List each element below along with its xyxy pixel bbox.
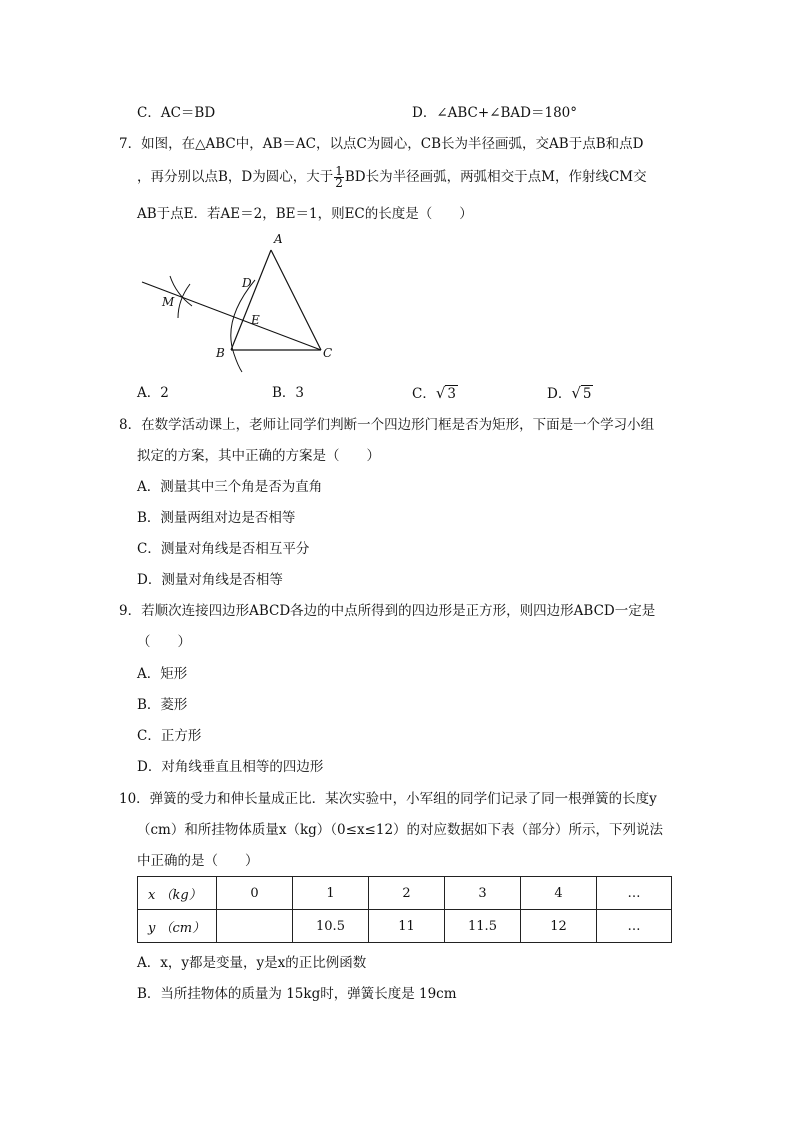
table-header-x: x （kg） [138,877,217,910]
q7-stem-line2-b: BD长为半径画弧，两弧相交于点M，作射线CM交 [344,169,647,185]
q7-stem-line2-a: ，再分别以点B，D为圆心，大于 [137,169,334,185]
q7-stem-line3: AB于点E．若AE＝2，BE＝1，则EC的长度是（ ） [137,206,473,222]
q7-segment-AC [271,250,321,350]
table-cell: 11.5 [445,910,521,943]
q7-ray-CM [142,282,321,350]
q10-data-table [137,876,672,943]
q8-option-b: B．测量两组对边是否相等 [137,510,296,526]
q8-option-a: A．测量其中三个角是否为直角 [137,479,323,495]
table-cell: 0 [217,877,293,910]
table-header-y: y （cm） [138,910,217,943]
q7-option-b: B．3 [272,385,305,401]
q7-label-E: E [251,313,260,327]
q7-label-B: B [216,346,225,360]
q6-option-c: C．AC＝BD [137,105,216,121]
q6-option-d: D．∠ABC+∠BAD＝180° [412,105,578,121]
q10-stem-line2: （cm）和所挂物体质量x（kg）（0≤x≤12）的对应数据如下表（部分）所示，下列说法 [137,822,664,838]
table-cell: 10.5 [293,910,369,943]
sqrt-radical-icon: √ [571,384,581,402]
q10-option-b: B．当所挂物体的质量为 15kg时，弹簧长度是 19cm [137,986,457,1002]
table-cell [217,910,293,943]
sqrt-radical-icon: √ [435,384,446,402]
q10-stem-line3: 中正确的是（ ） [137,853,259,869]
q7-stem-line2 [137,166,647,189]
table-cell: 12 [521,910,597,943]
q8-stem-line1: 8．在数学活动课上，老师让同学们判断一个四边形门框是否为矩形，下面是一个学习小组 [119,417,655,433]
q7-option-c-radicand: 3 [447,386,456,402]
q7-option-d [547,383,593,404]
table-cell: 11 [369,910,445,943]
q9-stem-line1: 9．若顺次连接四边形ABCD各边的中点所得到的四边形是正方形，则四边形ABCD一定是 [119,603,656,619]
q9-option-d: D．对角线垂直且相等的四边形 [137,759,324,775]
table-cell: 3 [445,877,521,910]
q7-label-D: D [242,276,252,290]
q7-fraction-numerator: 1 [335,164,343,178]
q7-arc-from-D [178,284,190,318]
q7-figure [130,230,350,380]
q7-label-A: A [274,232,283,246]
q9-option-c: C．正方形 [137,728,202,744]
q8-option-c: C．测量对角线是否相互平分 [137,541,310,557]
q7-fraction-denominator: 2 [335,176,343,190]
q7-fraction [334,166,344,189]
table-row [138,910,672,943]
q10-stem-line1: 10．弹簧的受力和伸长量成正比．某次实验中，小军组的同学们记录了同一根弹簧的长度y [119,791,657,807]
q7-option-c [412,383,458,404]
q8-option-d: D．测量对角线是否相等 [137,572,283,588]
q7-option-d-radicand: 5 [582,386,592,402]
q7-option-a: A．2 [137,385,169,401]
q7-stem-line1: 7．如图，在△ABC中，AB＝AC，以点C为圆心，CB长为半径画弧，交AB于点B和点D [119,136,644,152]
q7-segment-AB [231,250,271,350]
q9-stem-line2: （ ） [137,634,191,650]
q9-option-a: A．矩形 [137,666,188,682]
table-cell: 4 [521,877,597,910]
q7-label-C: C [323,346,333,360]
q10-option-a: A．x，y都是变量，y是x的正比例函数 [137,955,367,971]
table-cell: 1 [293,877,369,910]
table-cell: … [597,877,672,910]
q7-label-M: M [162,295,175,309]
q8-stem-line2: 拟定的方案，其中正确的方案是（ ） [137,448,380,464]
table-cell: … [597,910,672,943]
q7-option-c-prefix: C． [412,386,436,402]
table-row [138,877,672,910]
table-cell: 2 [369,877,445,910]
q9-option-b: B．菱形 [137,697,188,713]
q7-option-d-prefix: D． [547,386,572,402]
